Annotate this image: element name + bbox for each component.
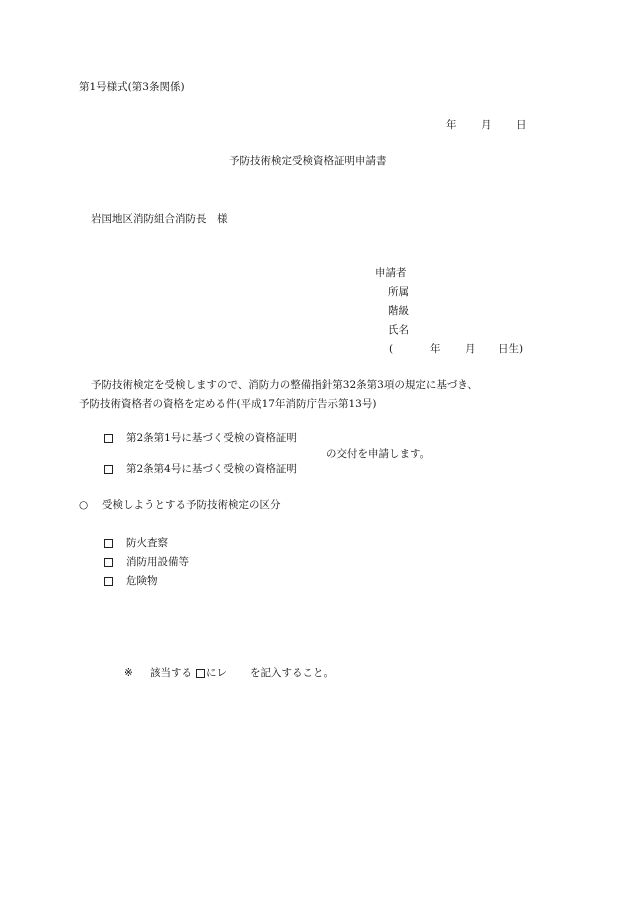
- document-title: 予防技術検定受検資格証明申請書: [229, 155, 387, 167]
- birth-open-paren: (: [389, 343, 394, 355]
- checkbox-hazardous-materials[interactable]: [104, 577, 113, 586]
- certificate-option-1-label: 第2条第1号に基づく受検の資格証明: [126, 432, 297, 444]
- applicant-rank-label: 階級: [388, 305, 409, 317]
- birth-day-label: 日生): [498, 343, 524, 355]
- applicant-name-label: 氏名: [388, 324, 409, 336]
- note-text-before: 該当する: [150, 667, 192, 679]
- category-fire-inspection-label: 防火査察: [126, 537, 168, 549]
- body-text-line-1: 予防技術検定を受検しますので、消防力の整備指針第32条第3項の規定に基づき、: [91, 379, 478, 391]
- date-year-label: 年: [446, 119, 457, 131]
- date-month-label: 月: [481, 119, 492, 131]
- addressee: 岩国地区消防組合消防長 様: [91, 213, 228, 225]
- note-checkbox-symbol: [196, 669, 205, 678]
- applicant-affiliation-label: 所属: [388, 286, 409, 298]
- form-number: 第1号様式(第3条関係): [79, 81, 185, 93]
- section-title: 受検しようとする予防技術検定の区分: [102, 499, 281, 511]
- category-fire-equipment-label: 消防用設備等: [126, 556, 189, 568]
- birth-year-label: 年: [430, 343, 441, 355]
- body-text-line-2: 予防技術資格者の資格を定める件(平成17年消防庁告示第13号): [79, 398, 377, 410]
- category-hazardous-materials-label: 危険物: [126, 575, 158, 587]
- date-day-label: 日: [516, 119, 527, 131]
- section-marker: ○: [79, 499, 89, 511]
- birth-month-label: 月: [465, 343, 476, 355]
- note-text-middle: にレ: [206, 667, 227, 679]
- note-mark: ※: [124, 667, 133, 679]
- certificate-request-suffix: の交付を申請します。: [326, 448, 431, 460]
- checkbox-fire-inspection[interactable]: [104, 539, 113, 548]
- checkbox-fire-equipment[interactable]: [104, 558, 113, 567]
- note-text-after: を記入すること。: [250, 667, 334, 679]
- checkbox-certificate-article2-item4[interactable]: [104, 465, 113, 474]
- certificate-option-2-label: 第2条第4号に基づく受検の資格証明: [126, 463, 297, 475]
- checkbox-certificate-article2-item1[interactable]: [104, 434, 113, 443]
- applicant-header: 申請者: [375, 267, 407, 279]
